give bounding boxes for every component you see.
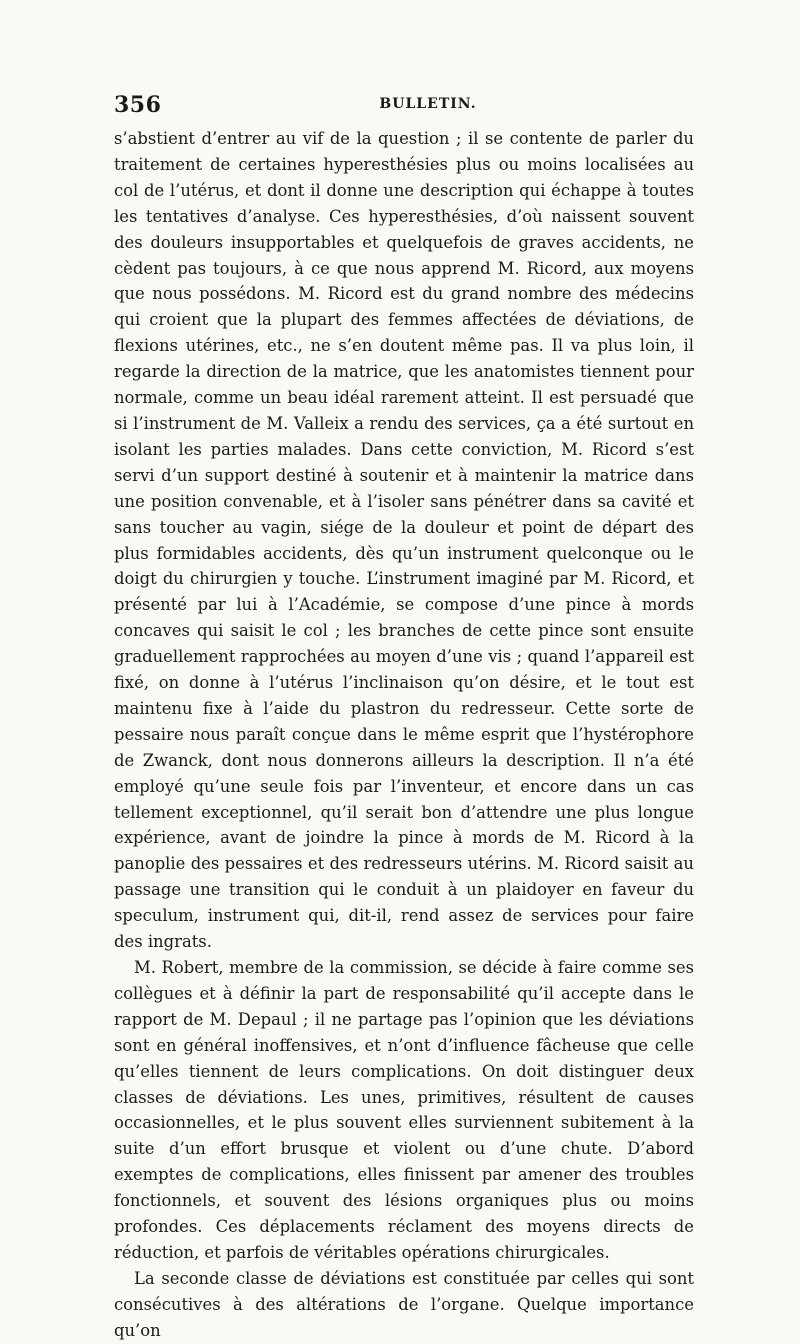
paragraph: s’abstient d’entrer au vif de la question ; il se contente de parler du traitement de certaines hyperesthésies plus ou moins localisées au col de l’utérus, et dont il donne une description qui échappe à toutes les tentatives d’analyse. Ces hyperesthésies, d’où naissent souvent des douleurs insupportables et quelquefois de graves accidents, ne cèdent pas toujours, à ce que nous apprend M. Ricord, aux moyens que nous possédons. M. Ricord est du grand nombre des médecins qui croient que la plupart des femmes affectées de déviations, de flexions utérines, etc., ne s’en doutent même pas. Il va plus loin, il regarde la direction de la matrice, que les anatomistes tiennent pour normale, comme un beau idéal rarement atteint. Il est persuadé que si l’instrument de M. Valleix a rendu des services, ça a été surtout en isolant les parties malades. Dans cette conviction, M. Ricord s’est servi d’un support destiné à soutenir et à maintenir la matrice dans une position convenable, et à l’isoler sans pénétrer dans sa cavité et sans toucher au vagin, siége de la douleur et point de départ des plus formidables accidents, dès qu’un instrument quelconque ou le doigt du chirurgien y touche. L’instrument imaginé par M. Ricord, et présenté par lui à l’Académie, se compose d’une pince à mords concaves qui saisit le col ; les branches de cette pince sont ensuite graduellement rapprochées au moyen d’une vis ; quand l’appareil est fixé, on donne à l’utérus l’inclinaison qu’on désire, et le tout est maintenu fixe à l’aide du plastron du redresseur. Cette sorte de pessaire nous paraît conçue dans le même esprit que l’hystérophore de Zwanck, dont nous donnerons ailleurs la description. Il n’a été employé qu’une seule fois par l’inventeur, et encore dans un cas tellement exceptionnel, qu’il serait bon d’attendre une plus longue expérience, avant de joindre la pince à mords de M. Ricord à la panoplie des pessaires et des redresseurs utérins. M. Ricord saisit au passage une transition qui le conduit à un plaidoyer en faveur du speculum, instrument qui, dit-il, rend assez de services pour faire des ingrats. xyxy=(114,129,694,952)
running-head: BULLETIN. xyxy=(379,96,477,112)
paragraph: M. Robert, membre de la commission, se décide à faire comme ses collègues et à définir la part de responsabilité qu’il accepte dans le rapport de M. Depaul ; il ne partage pas l’opinion que les déviations sont en général inoffensives, et n’ont d’influence fâcheuse que celle qu’elles tiennent de leurs complications. On doit distinguer deux classes de déviations. Les unes, primitives, résultent de causes occasionnelles, et le plus souvent elles surviennent subitement à la suite d’un effort brusque et violent ou d’une chute. D’abord exemptes de complications, elles finissent par amener des troubles fonctionnels, et souvent des lésions organiques plus ou moins profondes. Ces déplacements réclament des moyens directs de réduction, et parfois de véritables opérations chirurgicales. xyxy=(114,958,694,1262)
paragraph: La seconde classe de déviations est constituée par celles qui sont consécutives à des altérations de l’organe. Quelque importance qu’on xyxy=(114,1268,694,1340)
page-header xyxy=(114,92,694,122)
page xyxy=(114,92,694,1344)
page-number: 356 xyxy=(114,92,162,118)
